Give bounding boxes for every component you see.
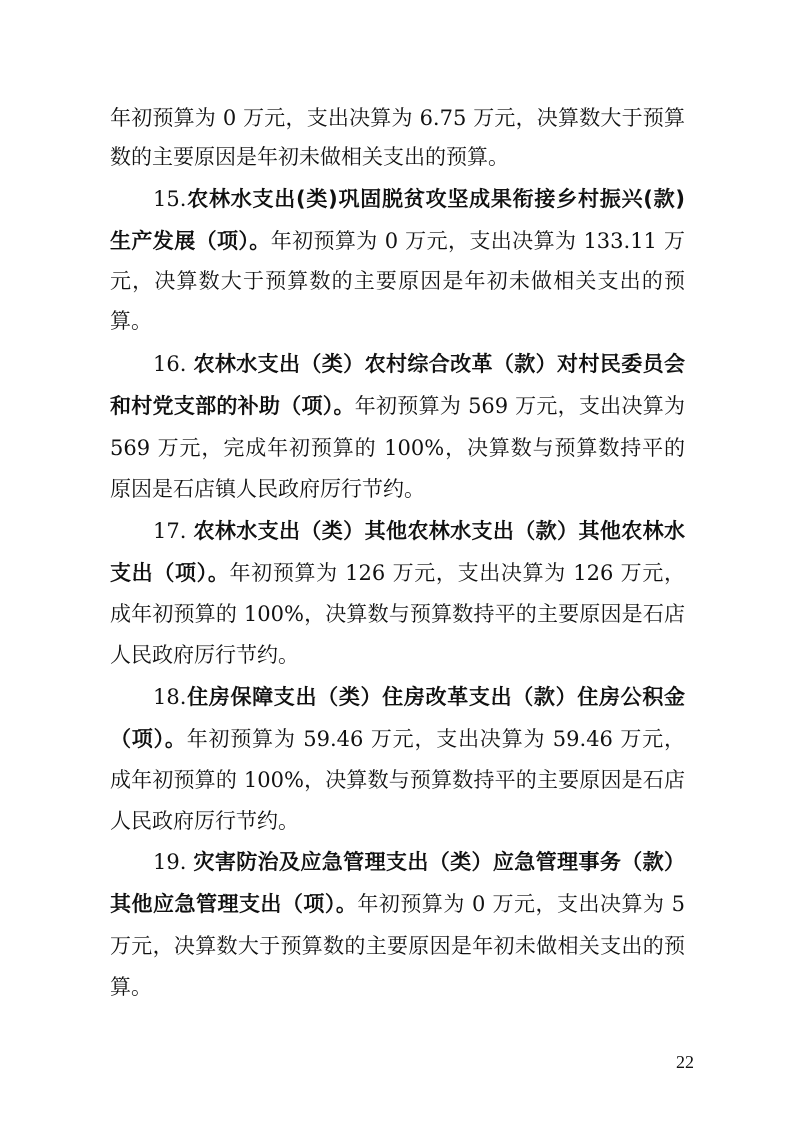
text-line xyxy=(110,104,685,132)
item-text: 数的主要原因是年初未做相关支出的预算。 xyxy=(110,145,509,169)
item-text: 年初预算为 0 万元，支出决算为 6.75 万元，决算数大于预算 xyxy=(110,106,685,130)
item-heading: 农林水支出（类）农村综合改革（款）对村民委员会 xyxy=(193,352,685,376)
text-line xyxy=(110,475,685,503)
item-text: 算。 xyxy=(110,975,152,999)
item-heading: 其他应急管理支出（项）。 xyxy=(110,892,358,916)
item-number: 16. xyxy=(153,352,194,376)
text-line xyxy=(110,766,685,794)
text-line xyxy=(110,143,685,171)
item-number: 17. xyxy=(153,519,194,543)
item-heading: 住房保障支出（类）住房改革支出（款）住房公积金 xyxy=(186,685,685,709)
item-text: 原因是石店镇人民政府厉行节约。 xyxy=(110,477,425,501)
text-line xyxy=(153,683,685,711)
text-line xyxy=(110,725,685,753)
item-heading: 农林水支出（类）其他农林水支出（款）其他农林水 xyxy=(193,519,685,543)
text-line xyxy=(110,307,685,335)
item-heading: 灾害防治及应急管理支出（类）应急管理事务（款） xyxy=(193,850,685,874)
item-text: 人民政府厉行节约。 xyxy=(110,809,299,833)
text-line xyxy=(110,600,685,628)
text-line xyxy=(110,227,685,255)
item-text: 万元，决算数大于预算数的主要原因是年初未做相关支出的预 xyxy=(110,934,685,958)
item-text: 年初预算为 126 万元，支出决算为 126 万元， xyxy=(229,561,685,585)
item-text: 569 万元，完成年初预算的 100%，决算数与预算数持平的 xyxy=(110,436,685,460)
item-number: 19. xyxy=(153,850,194,874)
text-line xyxy=(110,434,685,462)
text-line xyxy=(153,185,685,213)
item-heading: 生产发展（项）。 xyxy=(110,229,271,253)
item-heading: 支出（项）。 xyxy=(110,561,230,585)
item-text: 人民政府厉行节约。 xyxy=(110,643,299,667)
item-text: 元，决算数大于预算数的主要原因是年初未做相关支出的预 xyxy=(110,269,685,293)
item-text: 年初预算为 0 万元，支出决算为 133.11 万 xyxy=(270,229,685,253)
item-number: 15. xyxy=(153,187,187,211)
text-line xyxy=(110,641,685,669)
item-text: 算。 xyxy=(110,309,152,333)
item-heading: 农林水支出(类)巩固脱贫攻坚成果衔接乡村振兴(款) xyxy=(186,187,685,211)
item-text: 年初预算为 0 万元，支出决算为 5 xyxy=(357,892,685,916)
item-text: 年初预算为 569 万元，支出决算为 xyxy=(354,394,685,418)
text-line xyxy=(153,848,685,876)
text-line xyxy=(110,559,685,587)
item-text: 年初预算为 59.46 万元，支出决算为 59.46 万元， xyxy=(186,727,685,751)
text-line xyxy=(110,267,685,295)
text-line xyxy=(110,932,685,960)
text-line xyxy=(110,392,685,420)
page-number: 22 xyxy=(676,1052,694,1072)
item-heading: 和村党支部的补助（项）。 xyxy=(110,394,355,418)
item-text: 成年初预算的 100%，决算数与预算数持平的主要原因是石店 xyxy=(110,602,685,626)
item-number: 18. xyxy=(153,685,187,709)
text-line xyxy=(110,973,685,1001)
text-line xyxy=(110,807,685,835)
text-line xyxy=(153,517,685,545)
text-line xyxy=(153,350,685,378)
item-heading: （项）。 xyxy=(110,727,187,751)
item-text: 成年初预算的 100%，决算数与预算数持平的主要原因是石店 xyxy=(110,768,685,792)
text-line xyxy=(110,890,685,918)
